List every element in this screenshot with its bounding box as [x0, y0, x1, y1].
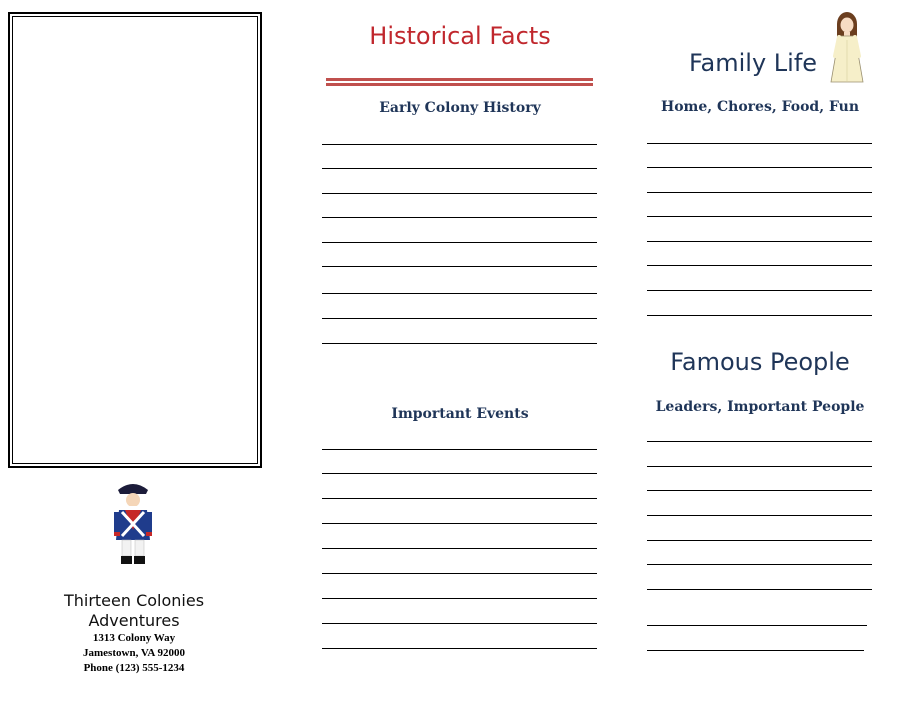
- colonial-girl-icon: [828, 10, 866, 84]
- writing-line: [322, 242, 597, 243]
- address-line1: 1313 Colony Way: [92, 632, 176, 644]
- writing-line: [647, 625, 867, 626]
- writing-line: [322, 266, 597, 267]
- home-chores-heading: Home, Chores, Food, Fun: [660, 99, 860, 115]
- writing-line: [647, 490, 872, 491]
- famous-people-title: Famous People: [670, 348, 850, 376]
- writing-line: [322, 623, 597, 624]
- company-name-line2: Adventures: [88, 611, 180, 630]
- writing-line: [322, 449, 597, 450]
- writing-line: [647, 241, 872, 242]
- writing-line: [322, 498, 597, 499]
- writing-line: [647, 441, 872, 442]
- writing-line: [322, 523, 597, 524]
- writing-line: [647, 192, 872, 193]
- writing-line: [647, 515, 872, 516]
- title-rule-top: [326, 78, 593, 81]
- writing-line: [322, 193, 597, 194]
- title-rule-bottom: [326, 83, 593, 86]
- company-address: [20, 631, 248, 676]
- writing-line: [322, 548, 597, 549]
- leaders-heading: Leaders, Important People: [655, 399, 865, 415]
- writing-line: [647, 564, 872, 565]
- writing-line: [647, 540, 872, 541]
- writing-line: [647, 216, 872, 217]
- writing-line: [322, 144, 597, 145]
- writing-line: [647, 143, 872, 144]
- writing-line: [647, 265, 872, 266]
- colonial-soldier-icon: [110, 480, 156, 568]
- writing-line: [322, 648, 597, 649]
- writing-line: [322, 573, 597, 574]
- writing-line: [647, 315, 872, 316]
- writing-line: [647, 650, 864, 651]
- phone-number: Phone (123) 555-1234: [83, 662, 185, 674]
- company-name: [20, 591, 248, 631]
- writing-line: [647, 290, 872, 291]
- writing-line: [322, 293, 597, 294]
- family-life-title: Family Life: [688, 49, 818, 77]
- writing-line: [322, 343, 597, 344]
- writing-line: [322, 168, 597, 169]
- photo-frame: [8, 12, 262, 468]
- historical-facts-title: Historical Facts: [369, 22, 551, 50]
- writing-line: [647, 167, 872, 168]
- early-colony-history-heading: Early Colony History: [379, 100, 541, 116]
- address-line2: Jamestown, VA 92000: [83, 647, 185, 659]
- writing-line: [322, 598, 597, 599]
- writing-line: [322, 217, 597, 218]
- writing-line: [322, 318, 597, 319]
- important-events-heading: Important Events: [391, 406, 529, 422]
- writing-line: [647, 466, 872, 467]
- company-name-line1: Thirteen Colonies: [63, 591, 205, 610]
- writing-line: [322, 473, 597, 474]
- writing-line: [647, 589, 872, 590]
